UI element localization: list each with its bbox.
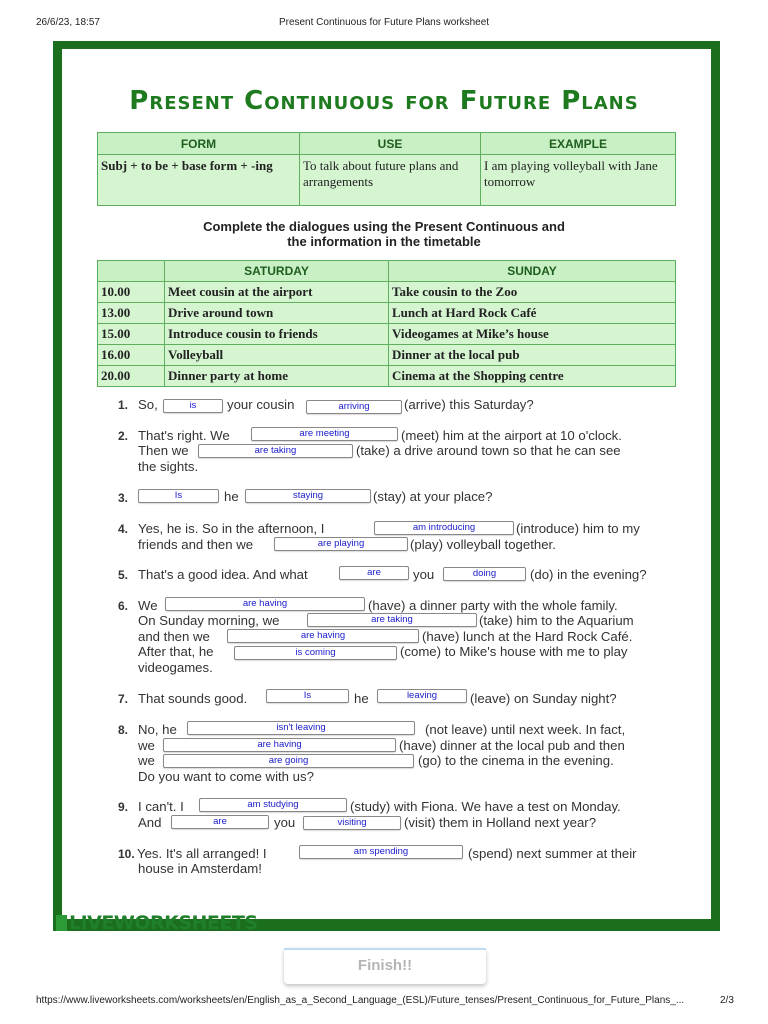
- exercise-text: (stay) at your place?: [373, 489, 493, 504]
- exercise-text: (play) volleyball together.: [410, 537, 556, 552]
- answer-field[interactable]: visiting: [303, 816, 401, 830]
- print-page-title: Present Continuous for Future Plans worksheet: [278, 17, 490, 28]
- answer-field[interactable]: are having: [165, 597, 365, 611]
- item-number: 1.: [118, 398, 129, 412]
- exercise-text: the sights.: [138, 459, 199, 474]
- timetable-cell: Cinema at the Shopping centre: [389, 366, 676, 387]
- timetable-cell: 10.00: [98, 282, 165, 303]
- exercise-text: (go) to the cinema in the evening.: [418, 753, 614, 768]
- exercise-text: (arrive) this Saturday?: [404, 397, 534, 412]
- exercise-text: you: [413, 567, 435, 582]
- answer-field[interactable]: staying: [245, 489, 371, 503]
- exercise-text: we: [138, 738, 155, 753]
- instructions-line-2: the information in the timetable: [287, 234, 481, 249]
- grammar-header-form: FORM: [98, 133, 300, 155]
- answer-field[interactable]: am spending: [299, 845, 463, 859]
- exercise-text: (have) a dinner party with the whole family.: [368, 598, 618, 613]
- item-number: 7.: [118, 692, 129, 706]
- answer-field[interactable]: are meeting: [251, 427, 398, 441]
- grammar-header-example: EXAMPLE: [481, 133, 676, 155]
- exercise-text: Then we: [138, 443, 189, 458]
- timetable-cell: Dinner at the local pub: [389, 345, 676, 366]
- answer-field[interactable]: isn't leaving: [187, 721, 415, 735]
- grammar-cell-use: To talk about future plans and arrangements: [300, 155, 481, 206]
- exercise-text: Yes. It's all arranged! I: [137, 846, 267, 861]
- finish-button-accent: [284, 948, 486, 950]
- answer-field[interactable]: are: [339, 566, 409, 580]
- item-number: 2.: [118, 429, 129, 443]
- exercise-text: (have) lunch at the Hard Rock Café.: [422, 629, 633, 644]
- exercise-text: (come) to Mike's house with me to play: [400, 644, 628, 659]
- exercise-text: (have) dinner at the local pub and then: [399, 738, 625, 753]
- exercise-text: (introduce) him to my: [516, 521, 640, 536]
- exercise-text: On Sunday morning, we: [138, 613, 280, 628]
- finish-button[interactable]: Finish!!: [284, 948, 486, 984]
- exercise-text: So,: [138, 397, 158, 412]
- timetable-cell: Videogames at Mike’s house: [389, 324, 676, 345]
- timetable-cell: 15.00: [98, 324, 165, 345]
- exercise-text: Do you want to come with us?: [138, 769, 314, 784]
- exercise-text: (leave) on Sunday night?: [470, 691, 617, 706]
- worksheet-title: Present Continuous for Future Plans: [129, 86, 639, 116]
- exercise-text: (study) with Fiona. We have a test on Monday.: [350, 799, 621, 814]
- timetable-cell: 20.00: [98, 366, 165, 387]
- exercise-text: we: [138, 753, 155, 768]
- exercise-text: No, he: [138, 722, 177, 737]
- timetable-cell: Volleyball: [165, 345, 389, 366]
- answer-field[interactable]: Is: [138, 489, 219, 503]
- timetable-header-sunday: SUNDAY: [389, 261, 676, 282]
- print-url: https://www.liveworksheets.com/worksheets/en/English_as_a_Second_Language_(ESL)/Future_tenses/Present_Continuous_for_Future_Plans_...: [36, 995, 685, 1006]
- answer-field[interactable]: are having: [163, 738, 396, 752]
- timetable-cell: Lunch at Hard Rock Café: [389, 303, 676, 324]
- exercise-text: After that, he: [138, 644, 214, 659]
- exercise-text: I can't. I: [138, 799, 184, 814]
- exercise-text: (visit) them in Holland next year?: [404, 815, 597, 830]
- exercise-text: you: [274, 815, 296, 830]
- grammar-cell-example: I am playing volleyball with Jane tomorrow: [481, 155, 676, 206]
- timetable-cell: Drive around town: [165, 303, 389, 324]
- answer-field[interactable]: are taking: [307, 613, 477, 627]
- item-number: 6.: [118, 599, 129, 613]
- timetable-cell: Introduce cousin to friends: [165, 324, 389, 345]
- exercise-text: your cousin: [227, 397, 295, 412]
- liveworksheets-logo: [56, 912, 258, 934]
- answer-field[interactable]: are taking: [198, 444, 353, 458]
- exercise-text: videogames.: [138, 660, 213, 675]
- exercise-text: That sounds good.: [138, 691, 248, 706]
- logo-mark-icon: [56, 915, 67, 931]
- timetable-header-saturday: SATURDAY: [165, 261, 389, 282]
- print-page-number: 2/3: [720, 995, 734, 1006]
- exercise-text: We: [138, 598, 158, 613]
- exercise-text: and then we: [138, 629, 210, 644]
- answer-field[interactable]: am introducing: [374, 521, 514, 535]
- item-number: 3.: [118, 491, 129, 505]
- timetable-cell: Dinner party at home: [165, 366, 389, 387]
- exercise-text: And: [138, 815, 162, 830]
- item-number: 10.: [118, 847, 135, 861]
- answer-field[interactable]: are: [171, 815, 269, 829]
- print-datetime: 26/6/23, 18:57: [36, 17, 100, 28]
- exercise-text: (take) him to the Aquarium: [479, 613, 634, 628]
- exercise-text: That's a good idea. And what: [138, 567, 308, 582]
- item-number: 9.: [118, 800, 129, 814]
- answer-field[interactable]: doing: [443, 567, 526, 581]
- timetable-cell: Take cousin to the Zoo: [389, 282, 676, 303]
- exercise-text: house in Amsterdam!: [138, 861, 262, 876]
- timetable-cell: 16.00: [98, 345, 165, 366]
- instructions-line-1: Complete the dialogues using the Present Continuous and: [203, 219, 565, 234]
- logo-text: LIVEWORKSHEETS: [69, 912, 258, 934]
- answer-field[interactable]: leaving: [377, 689, 467, 703]
- answer-field[interactable]: are having: [227, 629, 419, 643]
- answer-field[interactable]: are playing: [274, 537, 408, 551]
- exercise-text: (not leave) until next week. In fact,: [425, 722, 626, 737]
- exercise-text: (meet) him at the airport at 10 o'clock.: [401, 428, 622, 443]
- exercise-text: friends and then we: [138, 537, 254, 552]
- item-number: 5.: [118, 568, 129, 582]
- exercise-text: he: [224, 489, 239, 504]
- timetable-cell: 13.00: [98, 303, 165, 324]
- answer-field[interactable]: am studying: [199, 798, 347, 812]
- exercise-text: (do) in the evening?: [530, 567, 647, 582]
- item-number: 8.: [118, 723, 129, 737]
- answer-field[interactable]: is coming: [234, 646, 397, 660]
- timetable-cell: Meet cousin at the airport: [165, 282, 389, 303]
- grammar-header-use: USE: [300, 133, 481, 155]
- answer-field[interactable]: are going: [163, 754, 414, 768]
- grammar-cell-form: Subj + to be + base form + -ing: [98, 155, 300, 206]
- answer-field[interactable]: is: [163, 399, 223, 413]
- answer-field[interactable]: Is: [266, 689, 349, 703]
- exercise-text: (take) a drive around town so that he can see: [356, 443, 621, 458]
- exercise-text: That's right. We: [138, 428, 230, 443]
- exercise-text: (spend) next summer at their: [468, 846, 637, 861]
- exercise-text: he: [354, 691, 369, 706]
- item-number: 4.: [118, 522, 129, 536]
- answer-field[interactable]: arriving: [306, 400, 402, 414]
- exercise-text: Yes, he is. So in the afternoon, I: [138, 521, 325, 536]
